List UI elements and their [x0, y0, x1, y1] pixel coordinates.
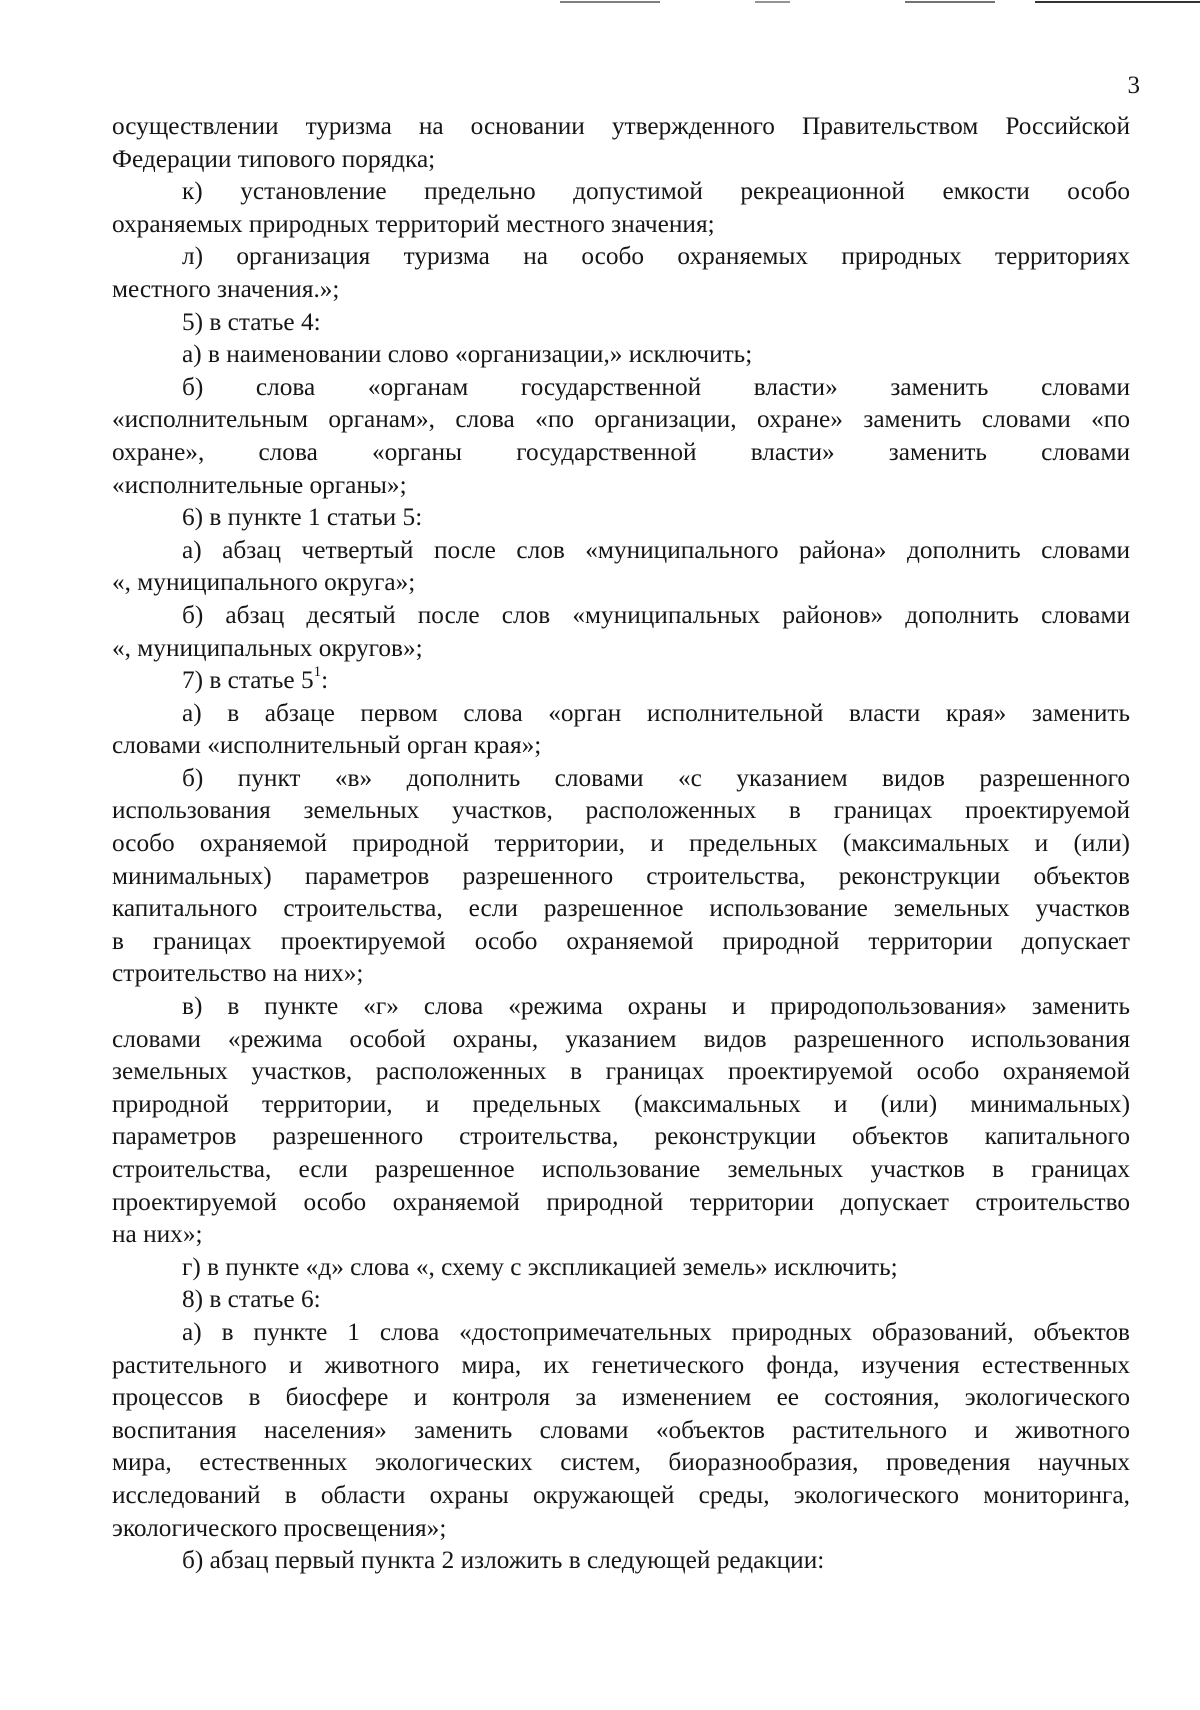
text-line: б) пункт «в» дополнить словами «с указанием видов разрешенного: [182, 763, 1130, 792]
text-line: осуществлении туризма на основании утвержденного Правительством Российской: [112, 112, 1130, 140]
text-line: проектируемой особо охраняемой природной территории допускает строительство: [112, 1187, 1130, 1216]
text-line: охране», слова «органы государственной власти» заменить словами: [112, 437, 1130, 466]
text-line: словами «исполнительный орган края»;: [112, 731, 542, 760]
text-line: а) в абзаце первом слова «орган исполнительной власти края» заменить: [182, 698, 1130, 727]
text-line: а) абзац четвертый после слов «муниципального района» дополнить словами: [182, 535, 1130, 564]
text-line: а) в наименовании слово «организации,» исключить;: [182, 340, 753, 369]
text-line: капитального строительства, если разрешенное использование земельных участков: [112, 894, 1130, 923]
document-body: [112, 110, 1130, 1577]
text-line: растительного и животного мира, их генетического фонда, изучения естественных: [112, 1350, 1130, 1379]
text-line: в) в пункте «г» слова «режима охраны и природопользования» заменить: [182, 992, 1130, 1021]
text-line: «, муниципального округа»;: [112, 568, 416, 597]
text-line: а) в пункте 1 слова «достопримечательных природных образований, объектов: [182, 1317, 1130, 1346]
text-line: «исполнительным органам», слова «по организации, охране» заменить словами «по: [112, 405, 1130, 434]
text-line: Федерации типового порядка;: [112, 144, 436, 173]
text-line: строительства, если разрешенное использование земельных участков в границах: [112, 1155, 1130, 1183]
text-line: «исполнительные органы»;: [112, 470, 407, 499]
text-line: воспитания населения» заменить словами «объектов растительного и животного: [112, 1415, 1130, 1444]
text-line: экологического просвещения»;: [112, 1513, 447, 1542]
text-line: использования земельных участков, расположенных в границах проектируемой: [112, 796, 1130, 825]
text-line: строительство на них»;: [112, 959, 364, 988]
text-line: местного значения.»;: [112, 274, 340, 303]
text-line: б) слова «органам государственной власти» заменить словами: [182, 372, 1130, 401]
text-line: мира, естественных экологических систем, биоразнообразия, проведения научных: [112, 1448, 1130, 1477]
text-line: к) установление предельно допустимой рекреационной емкости особо: [182, 177, 1130, 206]
text-line: б) абзац десятый после слов «муниципальных районов» дополнить словами: [182, 600, 1130, 629]
text-line: охраняемых природных территорий местного значения;: [112, 209, 715, 238]
text-line: исследований в области охраны окружающей среды, экологического мониторинга,: [112, 1480, 1130, 1509]
page-number: 3: [1127, 72, 1140, 99]
text-line: г) в пункте «д» слова «, схему с экспликацией земель» исключить;: [182, 1252, 898, 1281]
text-line: «, муниципальных округов»;: [112, 633, 423, 662]
text-line: словами «режима особой охраны, указанием видов разрешенного использования: [112, 1024, 1130, 1053]
text-line: процессов в биосфере и контроля за изменением ее состояния, экологического: [112, 1383, 1130, 1412]
text-line: л) организация туризма на особо охраняемых природных территориях: [182, 242, 1130, 271]
text-line: особо охраняемой природной территории, и предельных (максимальных и (или): [112, 829, 1130, 858]
text-line: земельных участков, расположенных в границах проектируемой особо охраняемой: [112, 1057, 1130, 1086]
text-line: б) абзац первый пункта 2 изложить в следующей редакции:: [182, 1546, 825, 1575]
text-line: в границах проектируемой особо охраняемой природной территории допускает: [112, 926, 1130, 955]
text-line: параметров разрешенного строительства, реконструкции объектов капитального: [112, 1122, 1130, 1151]
scan-edge-marks: [0, 0, 1200, 12]
text-line: на них»;: [112, 1220, 203, 1249]
text-line: 7) в статье $5^1$:: [182, 663, 329, 695]
superscript: 1: [313, 663, 322, 680]
text-line: 6) в пункте 1 статьи 5:: [182, 503, 423, 532]
text-line: природной территории, и предельных (максимальных и (или) минимальных): [112, 1089, 1130, 1118]
text-line: минимальных) параметров разрешенного строительства, реконструкции объектов: [112, 861, 1130, 890]
text-line: 5) в статье 4:: [182, 307, 321, 336]
text-line: 8) в статье 6:: [182, 1285, 321, 1314]
